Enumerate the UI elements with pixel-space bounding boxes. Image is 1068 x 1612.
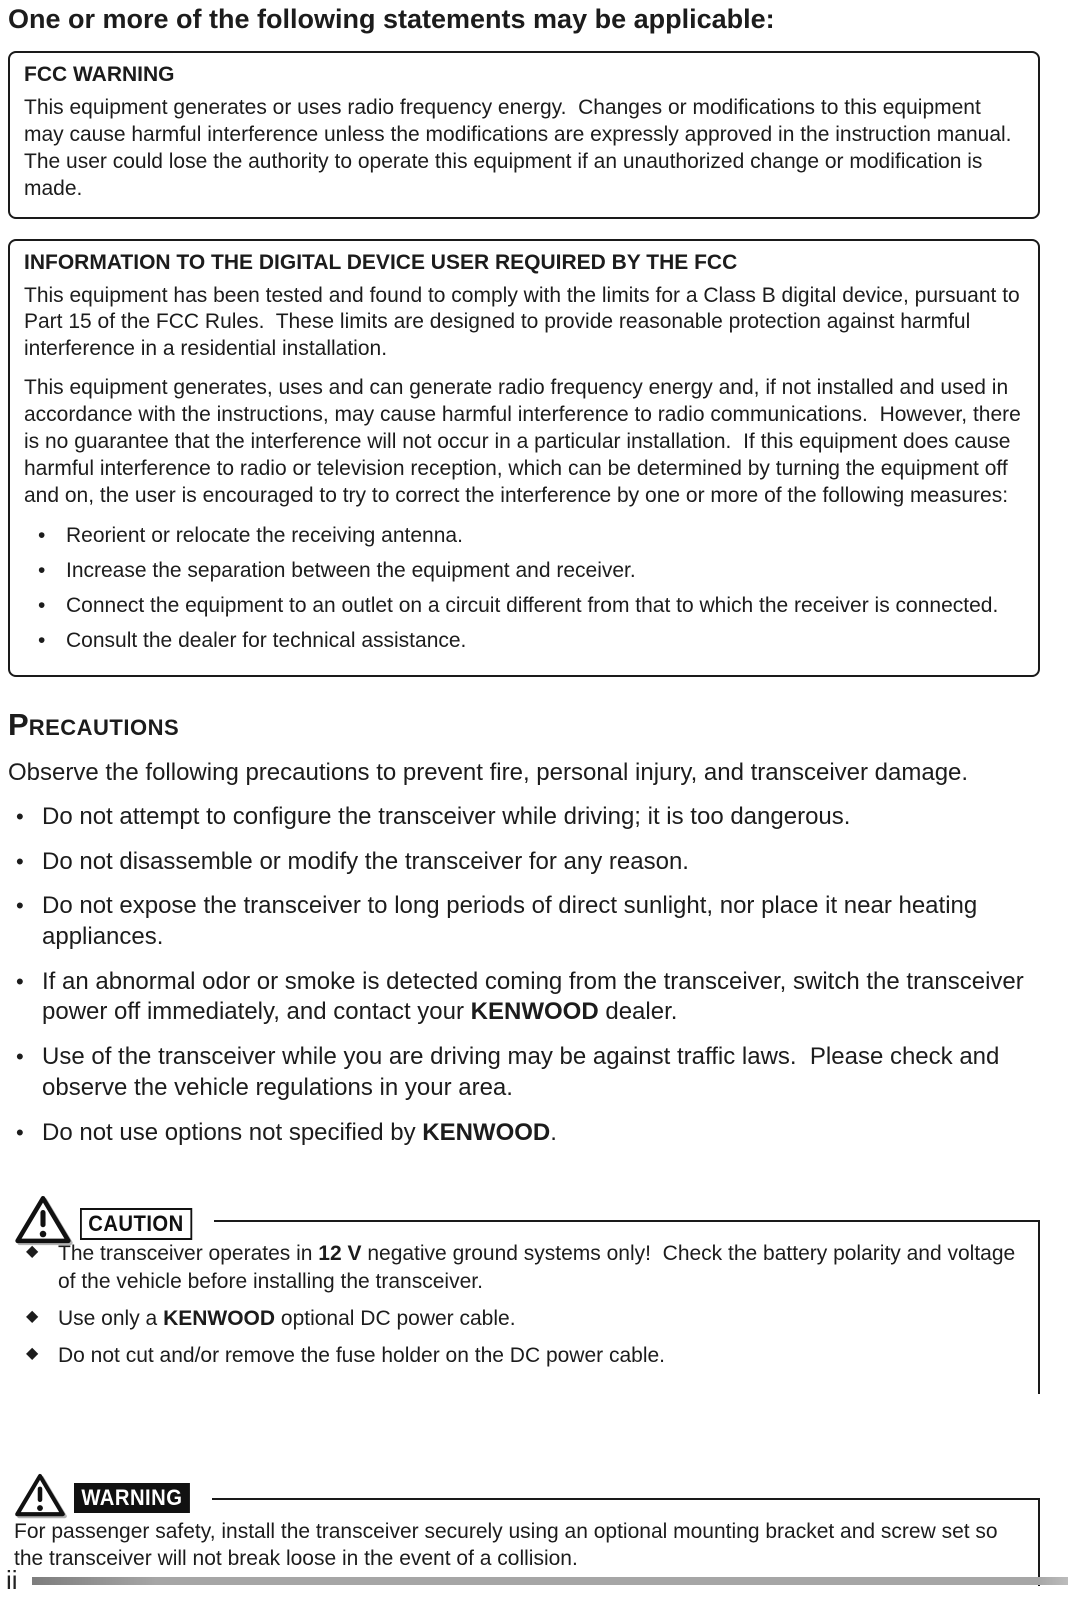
precautions-intro: Observe the following precautions to prevent fire, personal injury, and transceiver damage. xyxy=(8,758,969,786)
list-item: ◆ Use only a KENWOOD optional DC power cable. xyxy=(14,1305,1024,1332)
warning-text: For passenger safety, install the transceiver securely using an optional mounting bracket and screw set so the transceiver will not break loose in the event of a collision. xyxy=(14,1519,1004,1570)
caution-notice xyxy=(8,1211,1040,1393)
list-item: • Reorient or relocate the receiving antenna. xyxy=(24,522,1024,549)
fcc-warning-paragraph: This equipment generates or uses radio frequency energy. Changes or modifications to this equipment may cause harmful interference unless the modifications are expressly approved in the instruction manual. The user could lose the authority to operate this equipment if an unauthorized change or modification is made. xyxy=(24,96,1023,200)
footer-page-number: ii xyxy=(6,1565,18,1595)
warning-triangle-icon xyxy=(14,1472,66,1519)
precautions-heading-initial: P xyxy=(8,706,29,742)
fcc-info-box xyxy=(8,239,1040,677)
precautions-heading-rest: RECAUTIONS xyxy=(28,714,180,740)
warning-label: WARNING xyxy=(74,1483,190,1513)
footer-rule xyxy=(32,1577,1068,1585)
caution-notice-header xyxy=(8,1194,214,1246)
caution-list xyxy=(14,1240,1024,1369)
fcc-info-paragraph-2: This equipment generates, uses and can generate radio frequency energy and, if not installed and used in accordance with the instructions, may cause harmful interference to radio communications. However, there is no guarantee that the interference will not occur in a particular installation. If this equipment does cause harmful interference to radio or television reception, which can be determined by turning the equipment off and on, the user is encouraged to try to correct the interference by one or more of the following measures: xyxy=(24,376,1027,507)
precautions-heading xyxy=(8,707,1040,743)
list-item: • Use of the transceiver while you are driving may be against traffic laws. Please check and observe the vehicle regulations in your area. xyxy=(8,1042,1040,1103)
precautions-list xyxy=(8,802,1040,1148)
caution-label: CAUTION xyxy=(80,1208,192,1240)
list-item: • Do not use options not specified by KENWOOD. xyxy=(8,1118,1040,1149)
fcc-info-heading: INFORMATION TO THE DIGITAL DEVICE USER REQUIRED BY THE FCC xyxy=(24,250,738,274)
page-footer xyxy=(6,1565,1068,1596)
fcc-info-bullet-list xyxy=(24,522,1024,655)
list-item: • Do not attempt to configure the transceiver while driving; it is too dangerous. xyxy=(8,802,1040,833)
list-item: • Do not expose the transceiver to long periods of direct sunlight, nor place it near heating appliances. xyxy=(8,891,1040,952)
fcc-info-paragraph-1: This equipment has been tested and found to comply with the limits for a Class B digital device, pursuant to Part 15 of the FCC Rules. These limits are designed to provide reasonable protection against harmful interference in a residential installation. xyxy=(24,283,1026,361)
list-item: • If an abnormal odor or smoke is detected coming from the transceiver, switch the transceiver power off immediately, and contact your KENWOOD dealer. xyxy=(8,967,1040,1028)
fcc-warning-heading: FCC WARNING xyxy=(24,63,175,86)
list-item: • Consult the dealer for technical assistance. xyxy=(24,627,1024,654)
list-item: • Increase the separation between the equipment and receiver. xyxy=(24,557,1024,584)
warning-notice-header xyxy=(8,1472,212,1519)
list-item: ◆ Do not cut and/or remove the fuse holder on the DC power cable. xyxy=(14,1342,1024,1369)
list-item: • Connect the equipment to an outlet on a circuit different from that to which the receiver is connected. xyxy=(24,592,1024,619)
page-title: One or more of the following statements may be applicable: xyxy=(8,4,775,34)
caution-triangle-icon xyxy=(14,1194,72,1246)
fcc-warning-box xyxy=(8,51,1040,219)
list-item: ◆ The transceiver operates in 12 V negative ground systems only! Check the battery polarity and voltage of the vehicle before installing the transceiver. xyxy=(14,1240,1024,1295)
list-item: • Do not disassemble or modify the transceiver for any reason. xyxy=(8,847,1040,878)
